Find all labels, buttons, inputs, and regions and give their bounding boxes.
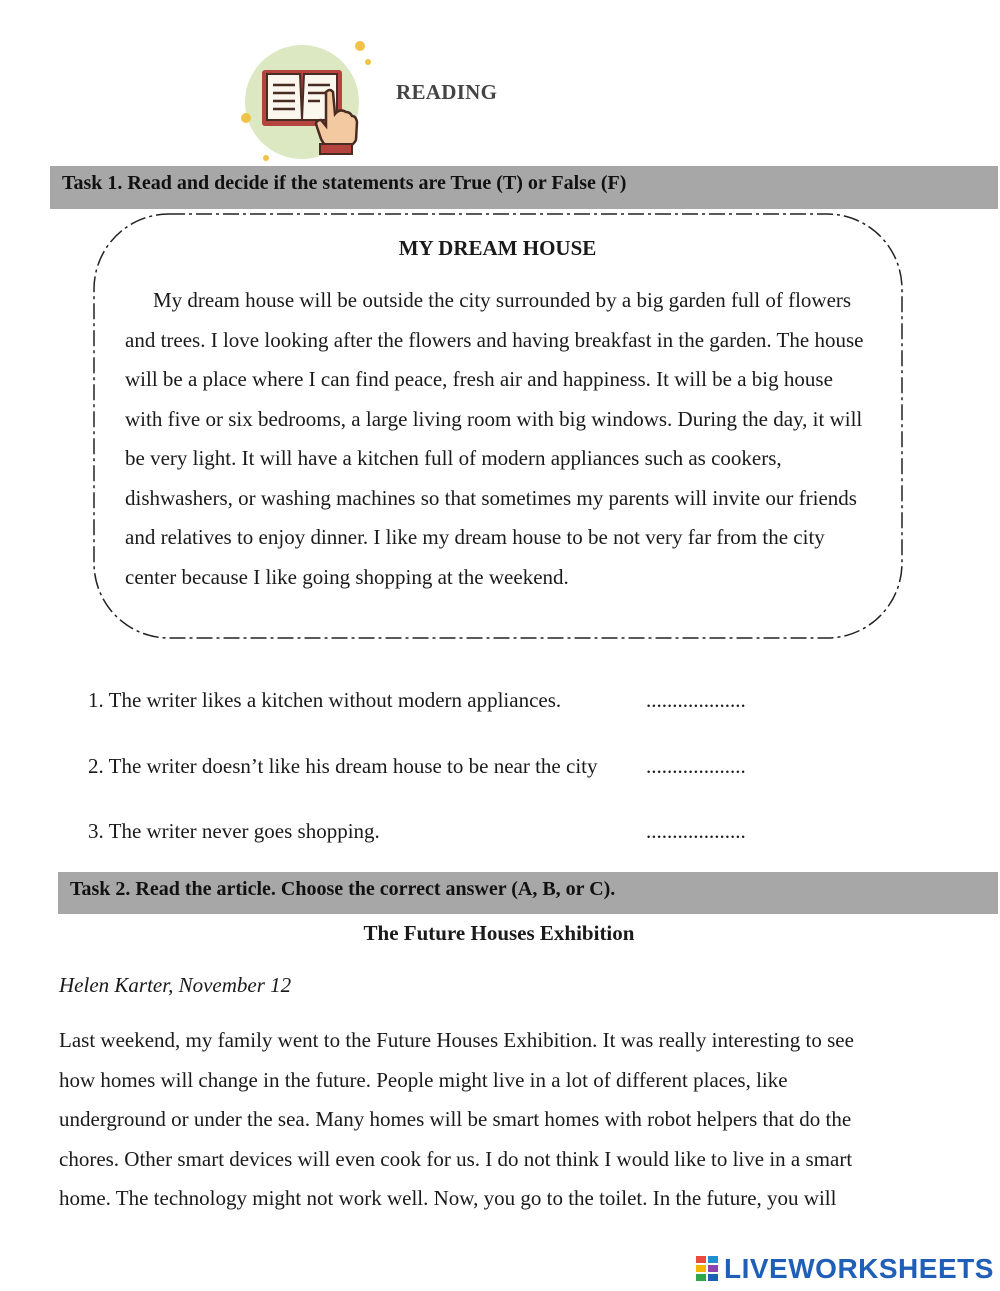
article-line: Last weekend, my family went to the Future Houses Exhibition. It was really interesting to see (59, 1028, 854, 1052)
story-title: MY DREAM HOUSE (398, 236, 597, 260)
story-body (125, 281, 875, 619)
article-byline: Helen Karter, November 12 (59, 973, 292, 997)
question-3 (88, 819, 746, 844)
answer-blank[interactable]: ................... (646, 688, 746, 712)
task1-instruction: Task 1. Read and decide if the statements are True (T) or False (F) (50, 166, 998, 209)
answer-blank[interactable]: ................... (646, 819, 746, 843)
liveworksheets-brand[interactable] (696, 1253, 994, 1285)
task2-instruction: Task 2. Read the article. Choose the correct answer (A, B, or C). (58, 872, 998, 914)
answer-blank[interactable]: ................... (646, 754, 746, 778)
brand-name: LIVEWORKSHEETS (724, 1253, 994, 1284)
article-line: home. The technology might not work well. Now, you go to the toilet. In the future, you will (59, 1186, 837, 1210)
article-line: underground or under the sea. Many homes will be smart homes with robot helpers that do the (59, 1107, 852, 1131)
article-title: The Future Houses Exhibition (363, 921, 635, 945)
article-line: how homes will change in the future. People might live in a lot of different places, like (59, 1067, 788, 1092)
story-text: My dream house will be outside the city surrounded by a big garden full of flowers and trees. I love looking after the flowers and having breakfast in the garden. The house will be a place where I can find peace, fresh air and happiness. It will be a big house with five or six bedrooms, a large living room with big windows. During the day, it will be very light. It will have a kitchen full of modern appliances such as cookers, dishwashers, or washing machines so that sometimes my parents will invite our friends and relatives to enjoy dinner. I like my dream house to be not very far from the city center because I like going shopping at the weekend. (125, 288, 864, 589)
question-2 (88, 754, 746, 779)
open-book-with-pointing-hand-icon (240, 40, 375, 165)
question-text: 1. The writer likes a kitchen without modern appliances. (88, 688, 562, 712)
question-text: 2. The writer doesn’t like his dream house to be near the city (88, 754, 598, 778)
liveworksheets-logo-icon (696, 1256, 718, 1282)
question-1 (88, 688, 746, 713)
question-text: 3. The writer never goes shopping. (88, 819, 380, 843)
article-body (59, 1021, 939, 1219)
article-line: chores. Other smart devices will even cook for us. I do not think I would like to live in a smart (59, 1146, 853, 1171)
section-title: READING (396, 80, 498, 104)
